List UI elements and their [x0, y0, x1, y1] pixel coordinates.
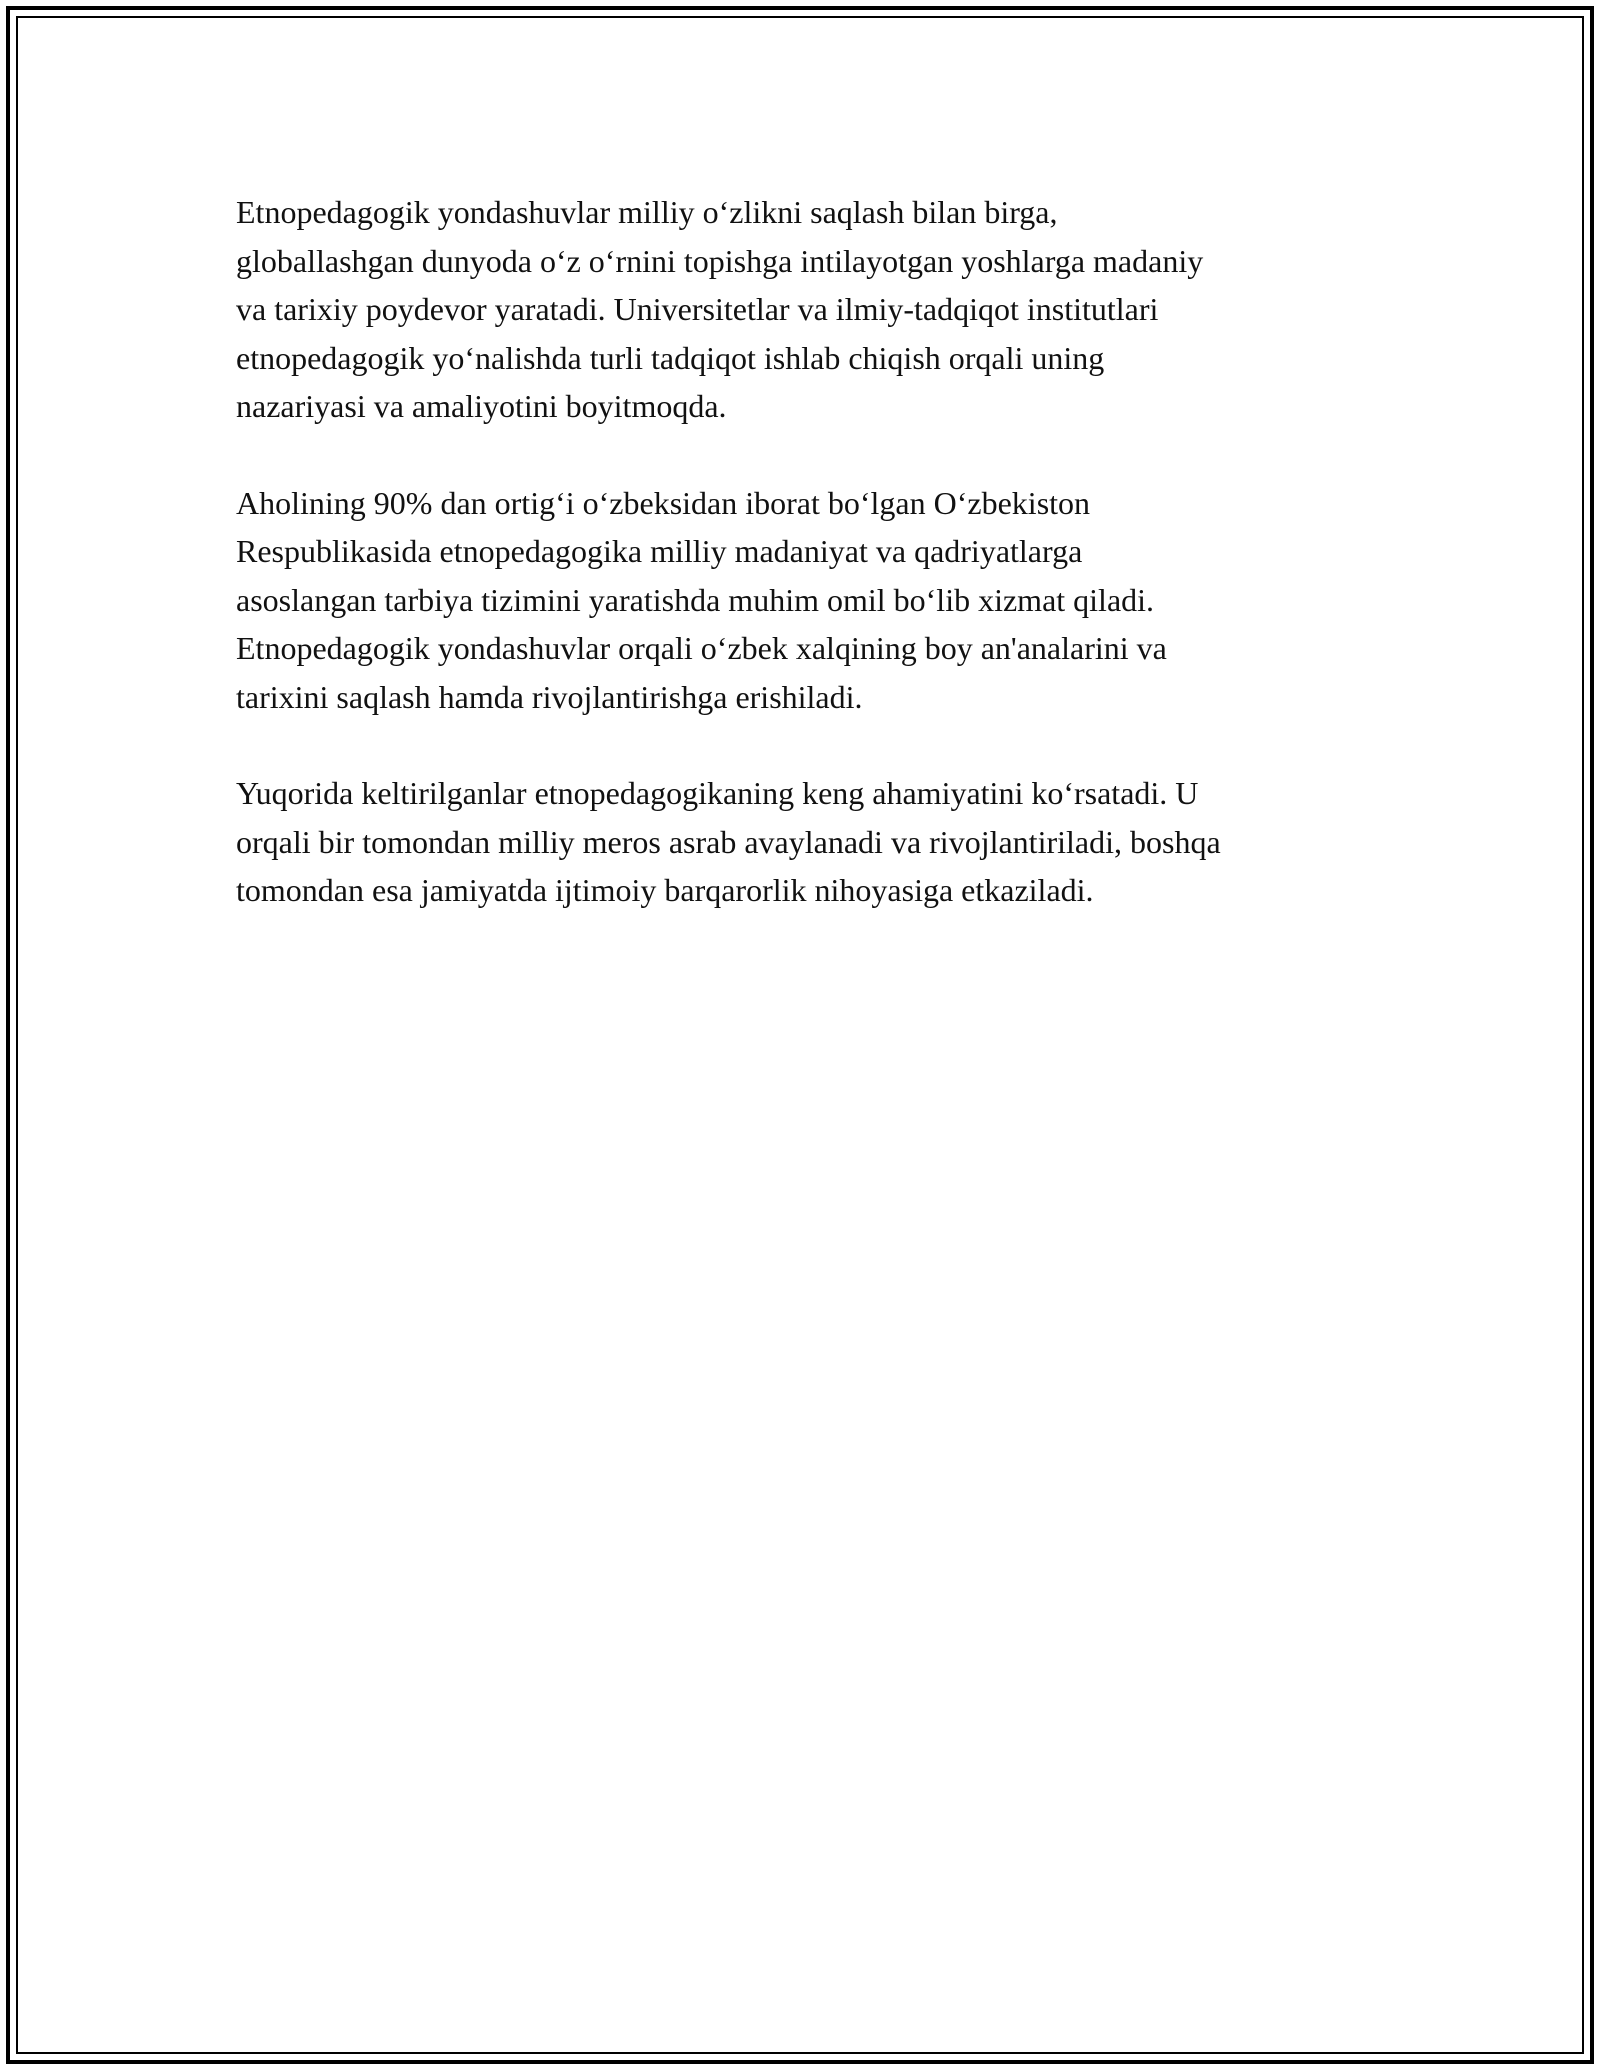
- paragraph-line: asoslangan tarbiya tizimini yaratishda muhim omil bo‘lib xizmat qiladi.: [236, 581, 1155, 618]
- paragraph-2: [236, 479, 1386, 722]
- paragraph-line: orqali bir tomondan milliy meros asrab avaylanadi va rivojlantiriladi, boshqa: [236, 823, 1221, 860]
- paragraph-line: Respublikasida etnopedagogika milliy madaniyat va qadriyatlarga: [236, 533, 1083, 569]
- paragraph-line: Etnopedagogik yondashuvlar milliy o‘zlikni saqlash bilan birga,: [236, 194, 1058, 230]
- paragraph-line: globallashgan dunyoda o‘z o‘rnini topishga intilayotgan yoshlarga madaniy: [236, 242, 1204, 279]
- paragraph-line: va tarixiy poydevor yaratadi. Universitetlar va ilmiy-tadqiqot institutlari: [236, 291, 1159, 327]
- paragraph-line: Yuqorida keltirilganlar etnopedagogikaning keng ahamiyatini ko‘rsatadi. U: [236, 775, 1199, 811]
- paragraph-line: tarixini saqlash hamda rivojlantirishga erishiladi.: [236, 678, 863, 715]
- paragraph-line: nazariyasi va amaliyotini boyitmoqda.: [236, 388, 727, 424]
- paragraph-3: [236, 769, 1386, 915]
- paragraph-line: Aholining 90% dan ortig‘i o‘zbeksidan iborat bo‘lgan O‘zbekiston: [236, 484, 1091, 521]
- paragraph-line: tomondan esa jamiyatda ijtimoiy barqarorlik nihoyasiga etkaziladi.: [236, 872, 1094, 908]
- paragraph-line: Etnopedagogik yondashuvlar orqali o‘zbek xalqining boy an'analarini va: [236, 630, 1167, 666]
- document-body: [236, 188, 1386, 963]
- paragraph-1: [236, 188, 1386, 431]
- paragraph-line: etnopedagogik yo‘nalishda turli tadqiqot ishlab chiqish orqali uning: [236, 339, 1105, 376]
